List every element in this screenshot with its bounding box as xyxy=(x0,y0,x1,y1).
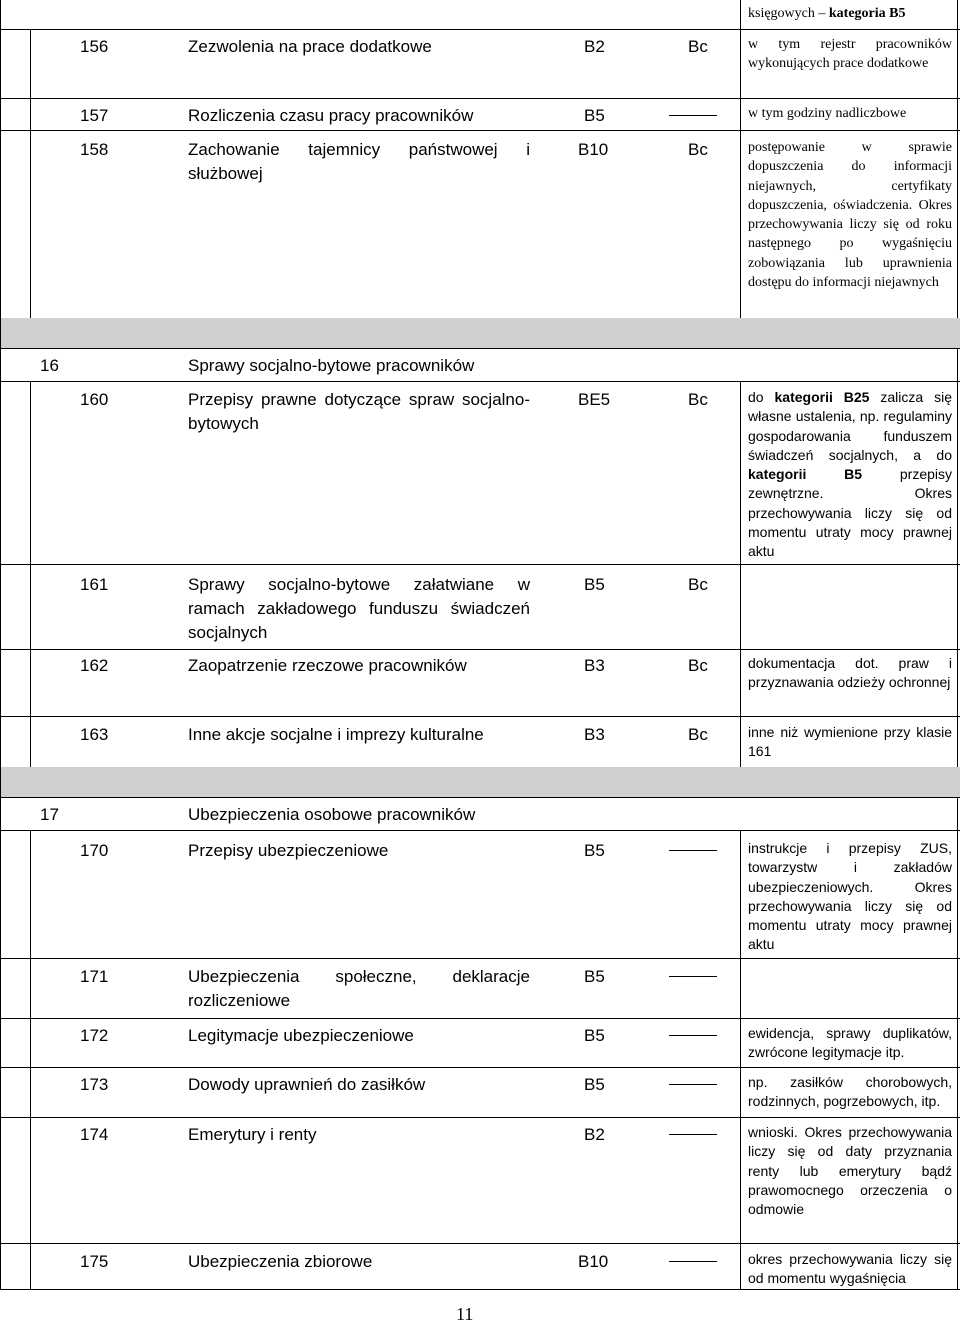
section-band xyxy=(0,318,960,348)
grid-line xyxy=(0,98,960,99)
row-category: B5 xyxy=(584,575,605,594)
grid-line xyxy=(0,1117,960,1118)
group-title: Ubezpieczenia osobowe pracowników xyxy=(188,805,476,824)
group-title: Sprawy socjalno-bytowe pracowników xyxy=(188,356,475,375)
row-title: Legitymacje ubezpieczeniowe xyxy=(188,1026,414,1045)
row-category: B10 xyxy=(578,140,609,159)
row-note: np. zasiłków chorobowych, rodzinnych, pogrzebowych, itp. xyxy=(748,1074,952,1110)
page-number: 11 xyxy=(456,1304,474,1324)
grid-line xyxy=(0,564,960,565)
row-number: 171 xyxy=(80,967,109,986)
row-category: B3 xyxy=(584,656,605,675)
row-title: Sprawy socjalno-bytowe załatwiane w ramach zakładowego funduszu świadczeń socjalnych xyxy=(188,575,530,642)
row-title: Emerytury i renty xyxy=(188,1125,317,1144)
grid-line xyxy=(740,0,741,29)
row-note: ewidencja, sprawy duplikatów, zwrócone legitymacje itp. xyxy=(748,1025,952,1061)
dash-mark xyxy=(669,1134,717,1135)
section-band xyxy=(0,767,960,797)
dash-mark xyxy=(669,1084,717,1085)
row-retention: Bc xyxy=(688,140,708,159)
row-title: Przepisy ubezpieczeniowe xyxy=(188,841,389,860)
dash-mark xyxy=(669,976,717,977)
row-note: w tym rejestr pracowników wykonujących prace dodatkowe xyxy=(748,37,952,72)
grid-line xyxy=(957,797,958,1289)
row-category: B3 xyxy=(584,725,605,744)
row-note: w tym godziny nadliczbowe xyxy=(748,106,907,121)
grid-line xyxy=(0,1289,960,1290)
row-category: B10 xyxy=(578,1252,609,1271)
row-retention: Bc xyxy=(688,390,708,409)
grid-line xyxy=(0,958,960,959)
grid-line xyxy=(30,29,31,318)
grid-line xyxy=(740,381,741,767)
dash-mark xyxy=(669,850,717,851)
row-number: 172 xyxy=(80,1026,109,1045)
row-category: B5 xyxy=(584,967,605,986)
grid-line xyxy=(0,1018,960,1019)
grid-line xyxy=(740,29,741,318)
dash-mark xyxy=(669,1035,717,1036)
grid-line xyxy=(0,1067,960,1068)
row-note: instrukcje i przepisy ZUS, towarzystw i zakładów ubezpieczeniowych. Okres przechowywania liczy się od momentu utraty mocy prawnej aktu xyxy=(748,840,952,953)
row-number: 163 xyxy=(80,725,109,744)
grid-line xyxy=(0,29,960,30)
grid-line xyxy=(0,716,960,717)
grid-line xyxy=(30,830,31,1289)
grid-line xyxy=(0,797,960,798)
grid-line xyxy=(0,381,960,382)
grid-line xyxy=(0,0,1,1289)
row-title: Dowody uprawnień do zasiłków xyxy=(188,1075,426,1094)
row-retention: Bc xyxy=(688,725,708,744)
row-title: Przepisy prawne dotyczące spraw socjalno-bytowych xyxy=(188,390,530,433)
row-title: Zaopatrzenie rzeczowe pracowników xyxy=(188,656,467,675)
row-category: B5 xyxy=(584,106,605,125)
dash-mark xyxy=(669,1261,717,1262)
row-number: 162 xyxy=(80,656,109,675)
grid-line xyxy=(0,130,960,131)
row-retention: Bc xyxy=(688,656,708,675)
row-number: 156 xyxy=(80,37,109,56)
row-number: 170 xyxy=(80,841,109,860)
row-category: B2 xyxy=(584,1125,605,1144)
grid-line xyxy=(740,830,741,1289)
grid-line xyxy=(0,830,960,831)
row-title: Zezwolenia na prace dodatkowe xyxy=(188,37,432,56)
dash-mark xyxy=(669,115,717,116)
row-number: 175 xyxy=(80,1252,109,1271)
row-number: 161 xyxy=(80,575,109,594)
row-note: wnioski. Okres przechowywania liczy się od daty przyznania renty lub emerytury bądź prawomocnego orzeczenia o odmowie xyxy=(748,1124,952,1218)
row-title: Rozliczenia czasu pracy pracowników xyxy=(188,106,474,125)
row-category: BE5 xyxy=(578,390,611,409)
row-note: okres przechowywania liczy się od momentu wygaśnięcia xyxy=(748,1251,952,1287)
grid-line xyxy=(957,0,958,318)
row-category: B5 xyxy=(584,1075,605,1094)
group-number: 16 xyxy=(40,356,59,375)
row-note: postępowanie w sprawie dopuszczenia do informacji niejawnych, certyfikaty dopuszczenia, oświadczenia. Okres przechowywania liczy się od roku następnego po wygaśnięciu zobowiązania lub uprawnienia dostępu do informacji niejawnych xyxy=(748,140,952,291)
row-title: Ubezpieczenia społeczne, deklaracje rozliczeniowe xyxy=(188,967,530,1010)
row-number: 174 xyxy=(80,1125,109,1144)
row-number: 173 xyxy=(80,1075,109,1094)
row-title: Ubezpieczenia zbiorowe xyxy=(188,1252,373,1271)
row-retention: Bc xyxy=(688,37,708,56)
row-title: Inne akcje socjalne i imprezy kulturalne xyxy=(188,725,484,744)
row-number: 157 xyxy=(80,106,109,125)
group-number: 17 xyxy=(40,805,59,824)
row-category: B5 xyxy=(584,1026,605,1045)
row-note: do kategorii B25 zalicza się własne ustalenia, np. regulaminy gospodarowania funduszem świadczeń socjalnych, a do kategorii B5 przepisy zewnętrzne. Okres przechowywania liczy się od momentu utraty mocy prawnej aktu xyxy=(748,389,952,560)
top-fragment-note: księgowych – kategoria B5 xyxy=(748,6,906,21)
row-title: Zachowanie tajemnicy państwowej i służbowej xyxy=(188,140,530,183)
row-retention: Bc xyxy=(688,575,708,594)
row-number: 160 xyxy=(80,390,109,409)
row-category: B2 xyxy=(584,37,605,56)
grid-line xyxy=(0,649,960,650)
row-category: B5 xyxy=(584,841,605,860)
grid-line xyxy=(30,381,31,767)
row-note: dokumentacja dot. praw i przyznawania odzieży ochronnej xyxy=(748,655,952,691)
row-number: 158 xyxy=(80,140,109,159)
grid-line xyxy=(0,348,960,349)
grid-line xyxy=(957,348,958,767)
grid-line xyxy=(0,1243,960,1244)
row-note: inne niż wymienione przy klasie 161 xyxy=(748,724,952,760)
